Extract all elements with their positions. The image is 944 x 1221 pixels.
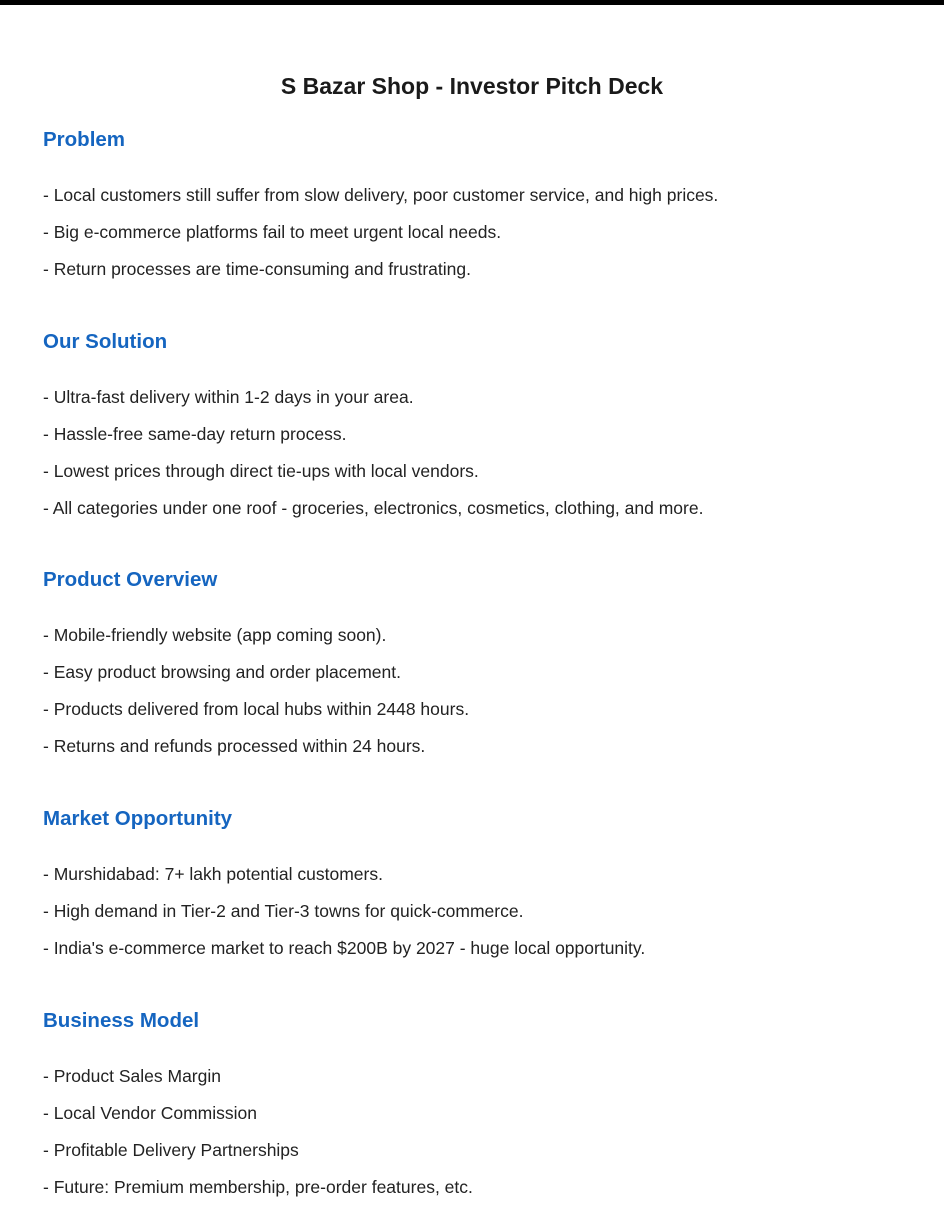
list-item: - India's e-commerce market to reach $200B by 2027 - huge local opportunity.: [43, 938, 646, 958]
top-border: [0, 0, 944, 5]
section-heading: Market Opportunity: [43, 807, 233, 830]
page-title: S Bazar Shop - Investor Pitch Deck: [280, 73, 664, 100]
list-item: - Big e-commerce platforms fail to meet urgent local needs.: [43, 222, 502, 242]
section-product-overview: [43, 566, 923, 765]
list-item: - Profitable Delivery Partnerships: [43, 1140, 299, 1160]
list-item: - High demand in Tier-2 and Tier-3 towns for quick-commerce.: [43, 901, 524, 921]
section-heading: Our Solution: [43, 330, 168, 353]
list-item: - Local Vendor Commission: [43, 1103, 257, 1123]
list-item: - Hassle-free same-day return process.: [43, 424, 347, 444]
list-item: - All categories under one roof - groceries, electronics, cosmetics, clothing, and more.: [43, 498, 704, 518]
section-heading: Business Model: [43, 1009, 200, 1032]
list-item: - Easy product browsing and order placement.: [43, 662, 401, 682]
list-item: - Murshidabad: 7+ lakh potential customers.: [43, 864, 383, 884]
section-heading: Product Overview: [43, 568, 218, 591]
section-business-model: [43, 1007, 923, 1206]
list-item: - Ultra-fast delivery within 1-2 days in your area.: [43, 387, 414, 407]
list-item: - Local customers still suffer from slow delivery, poor customer service, and high prices.: [43, 185, 719, 205]
list-item: - Returns and refunds processed within 24 hours.: [43, 736, 426, 756]
list-item: - Products delivered from local hubs within 2448 hours.: [43, 699, 470, 719]
section-heading: Problem: [43, 128, 126, 151]
section-our-solution: [43, 328, 923, 527]
list-item: - Return processes are time-consuming and frustrating.: [43, 259, 471, 279]
section-problem: [43, 126, 923, 288]
list-item: - Mobile-friendly website (app coming soon).: [43, 625, 387, 645]
list-item: - Future: Premium membership, pre-order features, etc.: [43, 1177, 473, 1197]
list-item: - Lowest prices through direct tie-ups with local vendors.: [43, 461, 479, 481]
section-market-opportunity: [43, 805, 923, 967]
list-item: - Product Sales Margin: [43, 1066, 221, 1086]
